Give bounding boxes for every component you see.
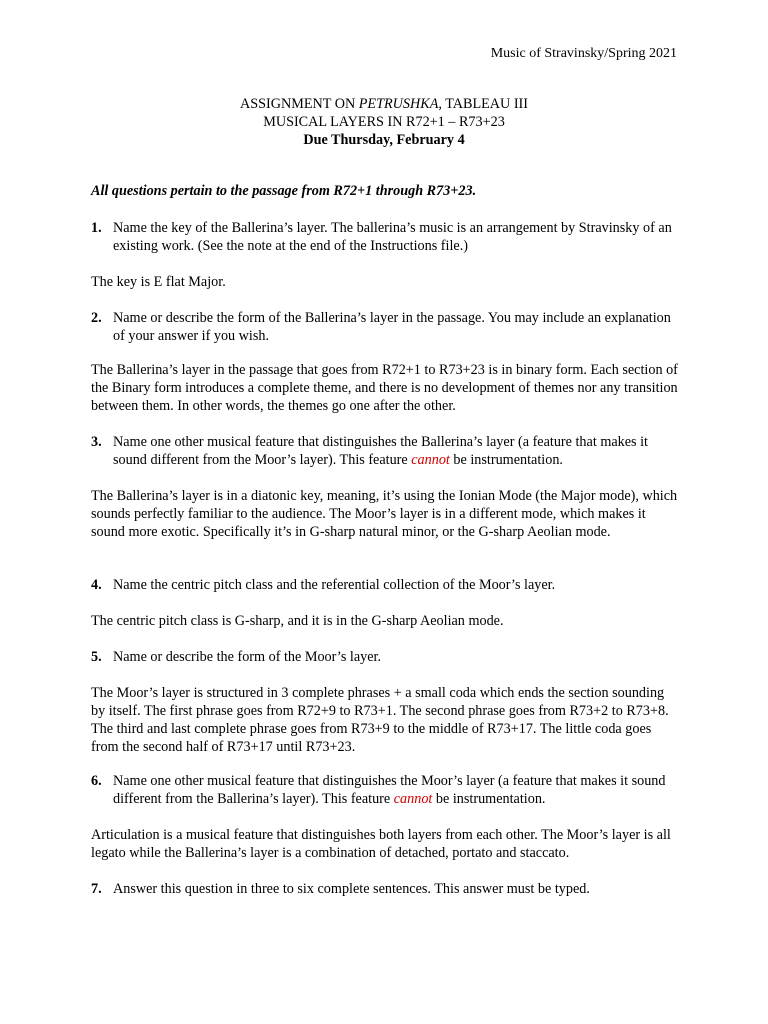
- title-line-1: [0, 95, 768, 113]
- course-header: Music of Stravinsky/Spring 2021: [490, 46, 677, 61]
- title-suffix: , TABLEAU III: [438, 96, 528, 112]
- title-block: [0, 95, 768, 149]
- question-7: [91, 880, 681, 898]
- title-prefix: ASSIGNMENT ON: [240, 96, 359, 112]
- question-text: Name or describe the form of the Moor’s layer.: [113, 649, 382, 665]
- answer-1: The key is E flat Major.: [91, 274, 226, 290]
- question-number: 7.: [91, 881, 102, 897]
- question-number: 2.: [91, 310, 102, 326]
- question-text: Name the centric pitch class and the referential collection of the Moor’s layer.: [113, 577, 556, 593]
- question-1: [91, 219, 681, 255]
- question-2: [91, 309, 681, 345]
- question-number: 3.: [91, 434, 102, 450]
- question-4: [91, 576, 681, 594]
- question-number: 5.: [91, 649, 102, 665]
- question-3: [91, 433, 681, 469]
- question-text-start: Name one other musical feature that distinguishes the Moor’s layer (a feature that makes it sound different from the Ballerina’s layer). This feature: [113, 773, 666, 807]
- title-work: PETRUSHKA: [358, 96, 439, 112]
- question-text-end: be instrumentation.: [432, 791, 546, 807]
- question-text: Name or describe the form of the Ballerina’s layer in the passage. You may include an explanation of your answer if you wish.: [113, 310, 671, 344]
- question-text: Answer this question in three to six complete sentences. This answer must be typed.: [113, 881, 590, 897]
- answer-4: The centric pitch class is G-sharp, and it is in the G-sharp Aeolian mode.: [91, 613, 504, 629]
- answer-3: The Ballerina’s layer is in a diatonic key, meaning, it’s using the Ionian Mode (the Major mode), which sounds perfectly familiar to the audience. The Moor’s layer is in a different mode, which makes it sound more exotic. Specifically it’s in G-sharp natural minor, or the G-sharp Aeolian mode.: [91, 488, 678, 540]
- question-number: 1.: [91, 220, 102, 236]
- question-text: Name the key of the Ballerina’s layer. The ballerina’s music is an arrangement by Stravinsky of an existing work. (See the note at the end of the Instructions file.): [113, 220, 672, 254]
- answer-2: The Ballerina’s layer in the passage that goes from R72+1 to R73+23 is in binary form. Each section of the Binary form introduces a complete theme, and there is no development of themes nor any transition between them. In other words, the themes go one after the other.: [91, 362, 678, 414]
- question-text: [113, 433, 681, 469]
- emphasis-cannot: cannot: [393, 791, 433, 807]
- emphasis-cannot: cannot: [411, 452, 450, 468]
- question-text-end: be instrumentation.: [449, 452, 563, 468]
- answer-6: Articulation is a musical feature that distinguishes both layers from each other. The Moor’s layer is all legato while the Ballerina’s layer is a combination of detached, portato and staccato.: [91, 827, 671, 861]
- question-5: [91, 648, 681, 666]
- question-number: 4.: [91, 577, 102, 593]
- title-line-2: MUSICAL LAYERS IN R72+1 – R73+23: [263, 114, 505, 130]
- due-date: Due Thursday, February 4: [303, 132, 465, 148]
- intro-statement: All questions pertain to the passage from R72+1 through R73+23.: [91, 183, 477, 199]
- question-text-start: Name one other musical feature that distinguishes the Ballerina’s layer (a feature that makes it sound different from the Moor’s layer). This feature: [113, 434, 648, 468]
- question-text: [113, 772, 681, 808]
- question-number: 6.: [91, 773, 102, 789]
- question-6: [91, 772, 681, 808]
- answer-5: The Moor’s layer is structured in 3 complete phrases + a small coda which ends the section sounding by itself. The first phrase goes from R72+9 to R73+1. The second phrase goes from R73+2 to R73+8. The third and last complete phrase goes from R73+9 to the middle of R73+17. The little coda goes from the second half of R73+17 until R73+23.: [91, 685, 669, 755]
